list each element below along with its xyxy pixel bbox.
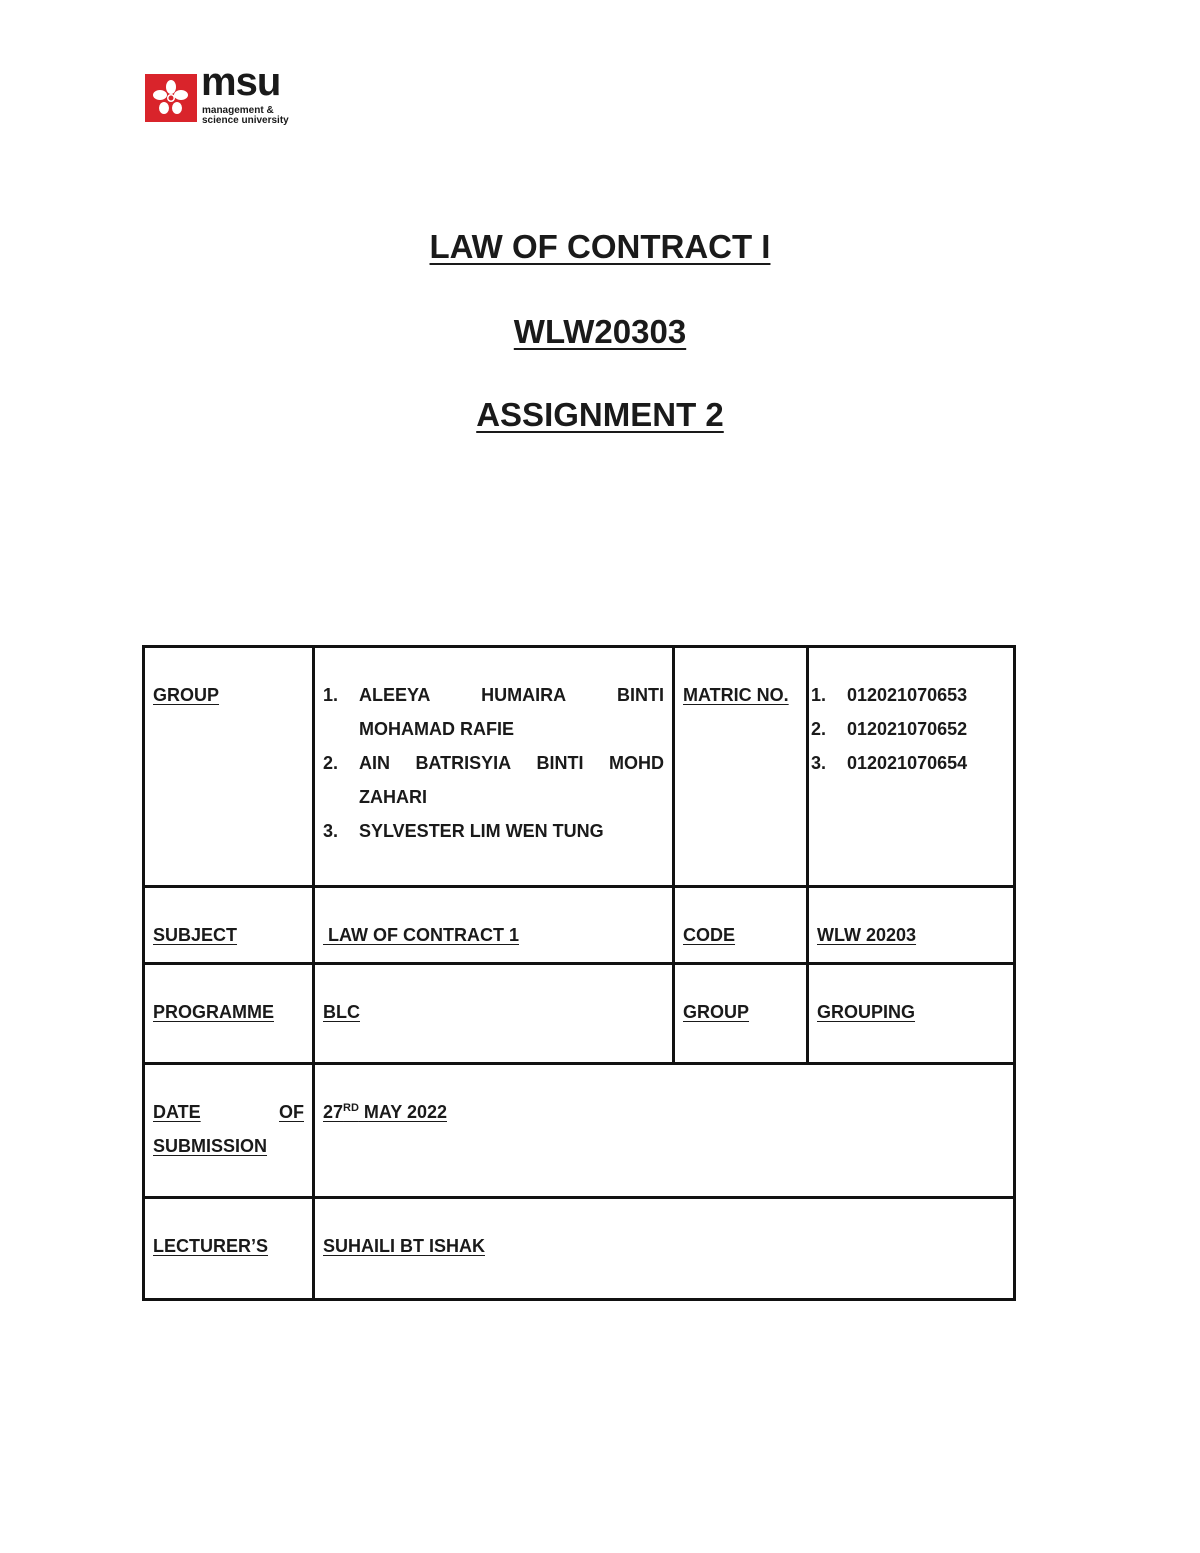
hibiscus-logo-icon — [145, 74, 197, 122]
matric-label: MATRIC NO. — [683, 685, 789, 705]
list-item: 2. 012021070652 — [811, 719, 968, 739]
list-item: 1. 012021070653 — [811, 685, 968, 705]
programme-label: PROGRAMME — [153, 1002, 274, 1022]
group-type-label-cell — [674, 964, 808, 1064]
code-label: CODE — [683, 925, 736, 945]
course-code-title: WLW20303 — [513, 313, 687, 350]
course-title: LAW OF CONTRACT I — [429, 228, 771, 265]
list-item: 2. AIN BATRISYIA BINTI MOHD ZAHARI — [323, 753, 664, 807]
lecturer-name: SUHAILI BT ISHAK — [323, 1236, 485, 1256]
table-row — [144, 887, 1015, 964]
assignment-title: ASSIGNMENT 2 — [476, 396, 724, 433]
lecturer-value-cell — [314, 1198, 1015, 1300]
group-label-cell — [144, 647, 314, 887]
logo-subtitle: management & science university — [202, 105, 289, 126]
table-row — [144, 647, 1015, 887]
submission-date: 27RD MAY 2022 — [323, 1102, 447, 1122]
table-row — [144, 1064, 1015, 1198]
date-label-cell: DATE OF SUBMISSION — [144, 1064, 314, 1198]
code-label-cell — [674, 887, 808, 964]
lecturer-label-cell — [144, 1198, 314, 1300]
university-logo — [145, 60, 305, 126]
programme-label-cell — [144, 964, 314, 1064]
programme-value: BLC — [323, 1002, 360, 1022]
list-item: 1. ALEEYA HUMAIRA BINTI MOHAMAD RAFIE — [323, 685, 664, 739]
list-item: 3. SYLVESTER LIM WEN TUNG — [323, 821, 604, 841]
group-type-value: GROUPING — [817, 1002, 916, 1022]
subject-value: LAW OF CONTRACT 1 — [323, 925, 519, 945]
matric-list — [811, 678, 1005, 780]
table-row — [144, 1198, 1015, 1300]
logo-wordmark: msu — [201, 60, 281, 104]
members-cell — [314, 647, 674, 887]
programme-value-cell — [314, 964, 674, 1064]
group-type-value-cell — [808, 964, 1015, 1064]
code-value: WLW 20203 — [817, 925, 917, 945]
subject-label-cell — [144, 887, 314, 964]
subject-value-cell — [314, 887, 674, 964]
table-row — [144, 964, 1015, 1064]
group-type-label: GROUP — [683, 1002, 750, 1022]
date-value-cell — [314, 1064, 1015, 1198]
member-list — [323, 678, 664, 848]
lecturer-label: LECTURER’S — [153, 1236, 269, 1256]
matric-cell — [808, 647, 1015, 887]
subject-label: SUBJECT — [153, 925, 238, 945]
code-value-cell — [808, 887, 1015, 964]
group-label: GROUP — [153, 685, 220, 705]
cover-info-table — [142, 645, 1016, 1301]
list-item: 3. 012021070654 — [811, 753, 968, 773]
matric-label-cell — [674, 647, 808, 887]
